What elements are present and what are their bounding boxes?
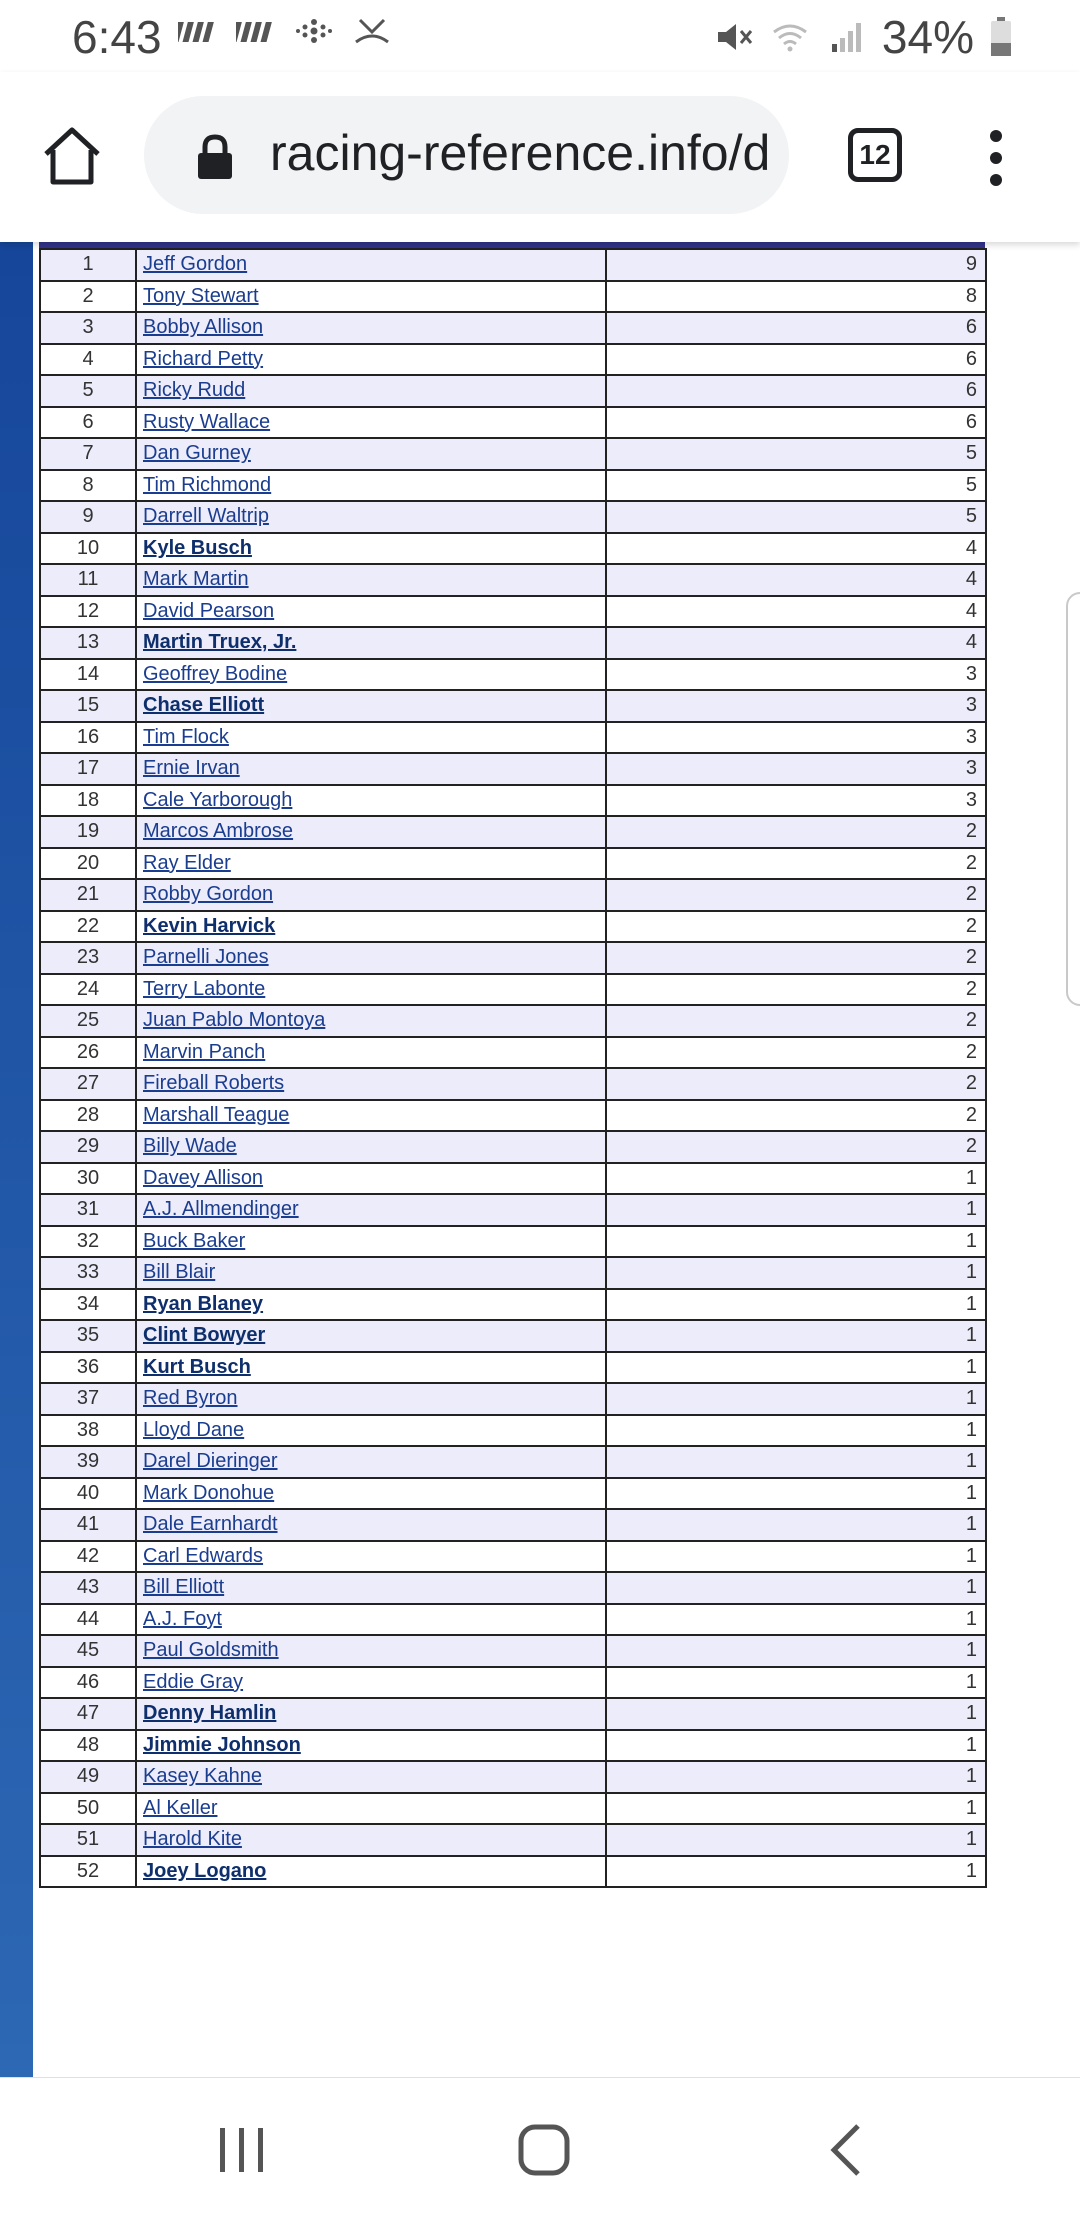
signal-icon xyxy=(826,20,866,54)
rank-cell: 47 xyxy=(40,1698,136,1730)
missed-call-icon xyxy=(352,14,392,48)
wins-cell: 1 xyxy=(606,1698,986,1730)
back-icon[interactable] xyxy=(818,2120,878,2180)
recent-apps-icon[interactable] xyxy=(212,2120,272,2180)
mute-icon xyxy=(714,20,754,54)
table-row xyxy=(40,942,986,974)
wins-cell: 1 xyxy=(606,1383,986,1415)
driver-link[interactable]: Richard Petty xyxy=(143,347,264,370)
table-row xyxy=(40,344,986,376)
driver-cell xyxy=(136,1100,606,1132)
table-row xyxy=(40,1824,986,1856)
status-notification-icons xyxy=(178,14,392,48)
rank-cell: 44 xyxy=(40,1604,136,1636)
table-row xyxy=(40,753,986,785)
wins-cell: 9 xyxy=(606,249,986,281)
driver-cell xyxy=(136,816,606,848)
driver-cell xyxy=(136,470,606,502)
driver-link[interactable]: Eddie Gray xyxy=(143,1670,244,1693)
driver-cell xyxy=(136,1730,606,1762)
wins-cell: 2 xyxy=(606,848,986,880)
driver-link[interactable]: Clint Bowyer xyxy=(143,1324,266,1347)
web-content xyxy=(0,242,1080,2077)
driver-cell xyxy=(136,974,606,1006)
driver-cell xyxy=(136,533,606,565)
wins-cell: 1 xyxy=(606,1320,986,1352)
driver-link[interactable]: Cale Yarborough xyxy=(143,788,293,811)
rank-cell: 24 xyxy=(40,974,136,1006)
wins-cell: 1 xyxy=(606,1541,986,1573)
driver-wins-table xyxy=(39,242,985,1888)
driver-link[interactable]: Denny Hamlin xyxy=(143,1702,277,1725)
left-sidebar-band xyxy=(0,242,33,2077)
rank-cell: 26 xyxy=(40,1037,136,1069)
driver-cell xyxy=(136,1257,606,1289)
rank-cell: 38 xyxy=(40,1415,136,1447)
driver-link[interactable]: Bill Blair xyxy=(143,1261,216,1284)
status-time: 6:43 xyxy=(72,11,162,63)
table-row xyxy=(40,1761,986,1793)
driver-link[interactable]: Kurt Busch xyxy=(143,1355,251,1378)
driver-cell xyxy=(136,690,606,722)
table-row xyxy=(40,501,986,533)
driver-cell xyxy=(136,1289,606,1321)
rank-cell: 30 xyxy=(40,1163,136,1195)
rank-cell: 4 xyxy=(40,344,136,376)
driver-link[interactable]: Ryan Blaney xyxy=(143,1292,264,1315)
browser-toolbar xyxy=(0,72,1080,242)
driver-cell xyxy=(136,407,606,439)
rank-cell: 11 xyxy=(40,564,136,596)
wins-cell: 1 xyxy=(606,1163,986,1195)
table-body xyxy=(40,249,986,1887)
wins-cell: 1 xyxy=(606,1257,986,1289)
table-row xyxy=(40,816,986,848)
table-row xyxy=(40,249,986,281)
rank-cell: 32 xyxy=(40,1226,136,1258)
wins-cell: 6 xyxy=(606,312,986,344)
driver-link[interactable]: Juan Pablo Montoya xyxy=(143,1009,326,1032)
rank-cell: 46 xyxy=(40,1667,136,1699)
driver-cell xyxy=(136,911,606,943)
driver-link[interactable]: Joey Logano xyxy=(143,1859,267,1882)
rank-cell: 41 xyxy=(40,1509,136,1541)
wins-cell: 1 xyxy=(606,1667,986,1699)
driver-cell xyxy=(136,1194,606,1226)
table-row xyxy=(40,785,986,817)
table-row xyxy=(40,596,986,628)
rank-cell: 52 xyxy=(40,1856,136,1888)
wins-cell: 1 xyxy=(606,1446,986,1478)
rank-cell: 17 xyxy=(40,753,136,785)
wins-cell: 2 xyxy=(606,911,986,943)
driver-link[interactable]: A.J. Allmendinger xyxy=(143,1198,299,1221)
table-row xyxy=(40,1289,986,1321)
driver-cell xyxy=(136,1824,606,1856)
rank-cell: 16 xyxy=(40,722,136,754)
rank-cell: 12 xyxy=(40,596,136,628)
status-bar xyxy=(0,0,1080,72)
driver-link[interactable]: Bill Elliott xyxy=(143,1576,225,1599)
rank-cell: 39 xyxy=(40,1446,136,1478)
wins-cell: 8 xyxy=(606,281,986,313)
rank-cell: 21 xyxy=(40,879,136,911)
table-row xyxy=(40,1698,986,1730)
driver-link[interactable]: A.J. Foyt xyxy=(143,1607,222,1630)
driver-link[interactable]: Tim Richmond xyxy=(143,473,272,496)
driver-cell xyxy=(136,281,606,313)
driver-link[interactable]: Red Byron xyxy=(143,1387,238,1410)
wins-cell: 1 xyxy=(606,1194,986,1226)
table-row xyxy=(40,848,986,880)
wins-cell: 6 xyxy=(606,407,986,439)
rank-cell: 37 xyxy=(40,1383,136,1415)
battery-percentage: 34% xyxy=(881,11,974,63)
table-row xyxy=(40,438,986,470)
more-options-icon[interactable] xyxy=(976,128,1016,188)
wins-cell: 1 xyxy=(606,1730,986,1762)
driver-link[interactable]: Tim Flock xyxy=(143,725,229,748)
battery-icon xyxy=(990,17,1012,57)
table-row xyxy=(40,1383,986,1415)
driver-cell xyxy=(136,1541,606,1573)
driver-cell xyxy=(136,1383,606,1415)
driver-cell xyxy=(136,1604,606,1636)
wins-cell: 2 xyxy=(606,942,986,974)
table-row xyxy=(40,1478,986,1510)
table-row xyxy=(40,1541,986,1573)
table-row xyxy=(40,1446,986,1478)
wins-cell: 2 xyxy=(606,1005,986,1037)
wins-cell: 1 xyxy=(606,1226,986,1258)
driver-link[interactable]: Ricky Rudd xyxy=(143,379,246,402)
rank-cell: 48 xyxy=(40,1730,136,1762)
driver-cell xyxy=(136,1068,606,1100)
driver-link[interactable]: Harold Kite xyxy=(143,1828,242,1851)
wins-cell: 2 xyxy=(606,879,986,911)
driver-link[interactable]: Ray Elder xyxy=(143,851,231,874)
table-row xyxy=(40,1194,986,1226)
driver-cell xyxy=(136,1635,606,1667)
rank-cell: 7 xyxy=(40,438,136,470)
driver-cell xyxy=(136,785,606,817)
driver-link[interactable]: Mark Martin xyxy=(143,568,249,591)
driver-link[interactable]: Terry Labonte xyxy=(143,977,266,1000)
driver-cell xyxy=(136,1509,606,1541)
wins-cell: 3 xyxy=(606,753,986,785)
driver-cell xyxy=(136,564,606,596)
driver-cell xyxy=(136,1037,606,1069)
table-row xyxy=(40,281,986,313)
driver-cell xyxy=(136,942,606,974)
rank-cell: 9 xyxy=(40,501,136,533)
status-system-icons xyxy=(714,10,1012,64)
wins-cell: 1 xyxy=(606,1352,986,1384)
driver-link[interactable]: Lloyd Dane xyxy=(143,1418,245,1441)
driver-link[interactable]: Parnelli Jones xyxy=(143,946,269,969)
driver-cell xyxy=(136,1572,606,1604)
driver-link[interactable]: Jeff Gordon xyxy=(143,253,248,276)
table-row xyxy=(40,974,986,1006)
driver-link[interactable]: Paul Goldsmith xyxy=(143,1639,279,1662)
driver-link[interactable]: Tony Stewart xyxy=(143,284,259,307)
wins-cell: 1 xyxy=(606,1478,986,1510)
rank-cell: 2 xyxy=(40,281,136,313)
rank-cell: 13 xyxy=(40,627,136,659)
wins-cell: 1 xyxy=(606,1761,986,1793)
table-row xyxy=(40,722,986,754)
driver-cell xyxy=(136,249,606,281)
rank-cell: 31 xyxy=(40,1194,136,1226)
driver-cell xyxy=(136,1761,606,1793)
wins-cell: 3 xyxy=(606,785,986,817)
driver-cell xyxy=(136,1856,606,1888)
table-row xyxy=(40,879,986,911)
rank-cell: 6 xyxy=(40,407,136,439)
notification-icon xyxy=(236,14,276,48)
driver-cell xyxy=(136,344,606,376)
driver-cell xyxy=(136,1415,606,1447)
driver-link[interactable]: Chase Elliott xyxy=(143,694,265,717)
wins-cell: 1 xyxy=(606,1509,986,1541)
table-row xyxy=(40,1037,986,1069)
table-row xyxy=(40,1635,986,1667)
wins-cell: 1 xyxy=(606,1824,986,1856)
driver-link[interactable]: Martin Truex, Jr. xyxy=(143,631,297,654)
table-row xyxy=(40,1131,986,1163)
driver-cell xyxy=(136,1698,606,1730)
rank-cell: 33 xyxy=(40,1257,136,1289)
table-row xyxy=(40,1226,986,1258)
rank-cell: 29 xyxy=(40,1131,136,1163)
wins-cell: 1 xyxy=(606,1289,986,1321)
wins-cell: 5 xyxy=(606,501,986,533)
driver-cell xyxy=(136,1005,606,1037)
driver-link[interactable]: Marshall Teague xyxy=(143,1103,290,1126)
table-row xyxy=(40,407,986,439)
driver-link[interactable]: Fireball Roberts xyxy=(143,1072,285,1095)
wins-cell: 2 xyxy=(606,1100,986,1132)
driver-cell xyxy=(136,879,606,911)
wins-cell: 3 xyxy=(606,659,986,691)
wifi-icon xyxy=(770,20,810,54)
wins-cell: 3 xyxy=(606,690,986,722)
driver-link[interactable]: Rusty Wallace xyxy=(143,410,271,433)
table-row xyxy=(40,375,986,407)
rank-cell: 15 xyxy=(40,690,136,722)
table-row xyxy=(40,1352,986,1384)
table-row xyxy=(40,533,986,565)
rank-cell: 49 xyxy=(40,1761,136,1793)
table-row xyxy=(40,1856,986,1888)
driver-link[interactable]: Marcos Ambrose xyxy=(143,820,294,843)
table-row xyxy=(40,564,986,596)
wins-cell: 6 xyxy=(606,375,986,407)
wins-cell: 4 xyxy=(606,533,986,565)
rank-cell: 35 xyxy=(40,1320,136,1352)
driver-link[interactable]: Davey Allison xyxy=(143,1166,264,1189)
rank-cell: 45 xyxy=(40,1635,136,1667)
table-row xyxy=(40,1100,986,1132)
driver-link[interactable]: Marvin Panch xyxy=(143,1040,266,1063)
driver-link[interactable]: Dale Earnhardt xyxy=(143,1513,278,1536)
driver-link[interactable]: Darrell Waltrip xyxy=(143,505,269,528)
rank-cell: 27 xyxy=(40,1068,136,1100)
driver-link[interactable]: Buck Baker xyxy=(143,1229,246,1252)
rank-cell: 42 xyxy=(40,1541,136,1573)
driver-link[interactable]: Carl Edwards xyxy=(143,1544,264,1567)
driver-cell xyxy=(136,1131,606,1163)
rank-cell: 8 xyxy=(40,470,136,502)
table-row xyxy=(40,1005,986,1037)
driver-cell xyxy=(136,501,606,533)
rank-cell: 40 xyxy=(40,1478,136,1510)
home-button-icon[interactable] xyxy=(514,2120,574,2180)
table-row xyxy=(40,312,986,344)
rank-cell: 34 xyxy=(40,1289,136,1321)
wins-cell: 1 xyxy=(606,1572,986,1604)
tab-switcher-button[interactable]: 12 xyxy=(848,128,902,182)
wins-cell: 1 xyxy=(606,1604,986,1636)
table-row xyxy=(40,1257,986,1289)
rank-cell: 10 xyxy=(40,533,136,565)
wins-cell: 1 xyxy=(606,1415,986,1447)
driver-cell xyxy=(136,375,606,407)
wins-cell: 2 xyxy=(606,816,986,848)
table-row xyxy=(40,470,986,502)
driver-link[interactable]: Al Keller xyxy=(143,1796,218,1819)
driver-cell xyxy=(136,753,606,785)
wins-cell: 3 xyxy=(606,722,986,754)
wins-cell: 6 xyxy=(606,344,986,376)
table-row xyxy=(40,659,986,691)
driver-cell xyxy=(136,312,606,344)
rank-cell: 20 xyxy=(40,848,136,880)
rank-cell: 5 xyxy=(40,375,136,407)
wins-cell: 2 xyxy=(606,1037,986,1069)
lock-icon xyxy=(196,134,234,180)
driver-link[interactable]: Billy Wade xyxy=(143,1135,237,1158)
driver-link[interactable]: Geoffrey Bodine xyxy=(143,662,288,685)
table-row xyxy=(40,1667,986,1699)
wins-cell: 2 xyxy=(606,1131,986,1163)
rank-cell: 18 xyxy=(40,785,136,817)
driver-cell xyxy=(136,627,606,659)
driver-link[interactable]: Kyle Busch xyxy=(143,536,252,559)
driver-link[interactable]: Ernie Irvan xyxy=(143,757,240,780)
driver-cell xyxy=(136,1446,606,1478)
wins-cell: 4 xyxy=(606,627,986,659)
rank-cell: 23 xyxy=(40,942,136,974)
driver-link[interactable]: Kasey Kahne xyxy=(143,1765,262,1788)
table-row xyxy=(40,1793,986,1825)
rank-cell: 19 xyxy=(40,816,136,848)
table-row xyxy=(40,1415,986,1447)
table-row xyxy=(40,1572,986,1604)
driver-cell xyxy=(136,659,606,691)
rank-cell: 28 xyxy=(40,1100,136,1132)
table-row xyxy=(40,627,986,659)
table-row xyxy=(40,1320,986,1352)
table-row xyxy=(40,1068,986,1100)
driver-link[interactable]: David Pearson xyxy=(143,599,275,622)
wins-cell: 1 xyxy=(606,1793,986,1825)
home-icon[interactable] xyxy=(40,124,104,188)
table-row xyxy=(40,1163,986,1195)
rank-cell: 50 xyxy=(40,1793,136,1825)
table-row xyxy=(40,1730,986,1762)
wins-cell: 4 xyxy=(606,564,986,596)
rank-cell: 51 xyxy=(40,1824,136,1856)
driver-cell xyxy=(136,1667,606,1699)
rank-cell: 3 xyxy=(40,312,136,344)
driver-link[interactable]: Kevin Harvick xyxy=(143,914,276,937)
driver-link[interactable]: Jimmie Johnson xyxy=(143,1733,301,1756)
wins-cell: 2 xyxy=(606,974,986,1006)
wins-cell: 2 xyxy=(606,1068,986,1100)
driver-link[interactable]: Robby Gordon xyxy=(143,883,274,906)
table-row xyxy=(40,911,986,943)
driver-cell xyxy=(136,848,606,880)
driver-cell xyxy=(136,1793,606,1825)
driver-link[interactable]: Bobby Allison xyxy=(143,316,264,339)
table-row xyxy=(40,1509,986,1541)
driver-cell xyxy=(136,722,606,754)
rank-cell: 43 xyxy=(40,1572,136,1604)
edge-panel-handle[interactable] xyxy=(1066,592,1080,1006)
driver-link[interactable]: Darel Dieringer xyxy=(143,1450,278,1473)
table-row xyxy=(40,1604,986,1636)
fitbit-icon xyxy=(294,14,334,48)
rank-cell: 14 xyxy=(40,659,136,691)
system-navigation-bar xyxy=(0,2077,1080,2221)
driver-cell xyxy=(136,1352,606,1384)
driver-cell xyxy=(136,438,606,470)
wins-cell: 4 xyxy=(606,596,986,628)
driver-cell xyxy=(136,1320,606,1352)
rank-cell: 1 xyxy=(40,249,136,281)
rank-cell: 36 xyxy=(40,1352,136,1384)
driver-cell xyxy=(136,596,606,628)
wins-cell: 5 xyxy=(606,470,986,502)
wins-cell: 1 xyxy=(606,1856,986,1888)
driver-cell xyxy=(136,1478,606,1510)
wins-cell: 1 xyxy=(606,1635,986,1667)
notification-icon xyxy=(178,14,218,48)
rank-cell: 22 xyxy=(40,911,136,943)
driver-cell xyxy=(136,1163,606,1195)
address-bar[interactable] xyxy=(144,96,789,214)
driver-link[interactable]: Mark Donohue xyxy=(143,1481,275,1504)
rank-cell: 25 xyxy=(40,1005,136,1037)
url-text[interactable]: racing-reference.info/d xyxy=(270,125,771,181)
wins-cell: 5 xyxy=(606,438,986,470)
driver-cell xyxy=(136,1226,606,1258)
table-row xyxy=(40,690,986,722)
driver-link[interactable]: Dan Gurney xyxy=(143,442,251,465)
